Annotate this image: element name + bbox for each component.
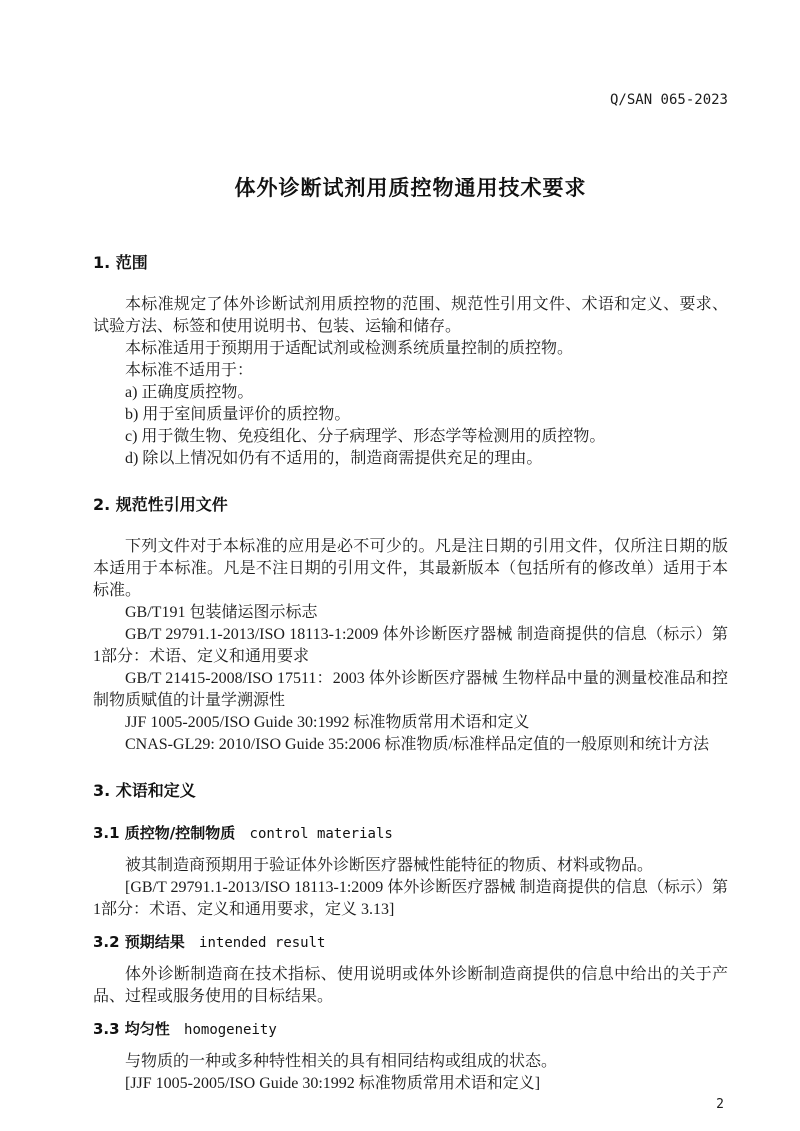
subsection-heading-en: control materials [249, 826, 393, 842]
subsection-heading-zh: 3.1 质控物/控制物质 [93, 824, 236, 842]
subsection-heading-zh: 3.2 预期结果 [93, 933, 185, 951]
definition-source: [GB/T 29791.1-2013/ISO 18113-1:2009 体外诊断医疗器械 制造商提供的信息（标示）第1部分：术语、定义和通用要求，定义 3.13] [93, 879, 728, 918]
list-item-a: a) 正确度质控物。 [125, 384, 254, 401]
section-1-heading: 1. 范围 [93, 253, 148, 272]
subsection-3-3-heading [93, 1018, 728, 1041]
definition-text: 被其制造商预期用于验证体外诊断医疗器械性能特征的物质、材料或物品。 [125, 857, 654, 874]
list-item-d: d) 除以上情况如仍有不适用的，制造商需提供充足的理由。 [125, 450, 543, 467]
document-title: 体外诊断试剂用质控物通用技术要求 [234, 176, 587, 200]
paragraph: 本标准规定了体外诊断试剂用质控物的范围、规范性引用文件、术语和定义、要求、试验方法、标签和使用说明书、包装、运输和储存。 [93, 296, 728, 335]
reference-item: CNAS-GL29: 2010/ISO Guide 35:2006 标准物质/标准样品定值的一般原则和统计方法 [125, 736, 710, 753]
page-number: 2 [716, 1097, 724, 1112]
subsection-3-1-heading [93, 822, 728, 845]
list-item-c: c) 用于微生物、免疫组化、分子病理学、形态学等检测用的质控物。 [125, 428, 606, 445]
definition-source: [JJF 1005-2005/ISO Guide 30:1992 标准物质常用术语和定义] [125, 1075, 541, 1092]
document-number: Q/SAN 065-2023 [609, 92, 728, 108]
subsection-heading-zh: 3.3 均匀性 [93, 1020, 170, 1038]
list-item-b: b) 用于室间质量评价的质控物。 [125, 406, 351, 423]
subsection-3-2-heading [93, 931, 728, 954]
reference-item: GB/T 29791.1-2013/ISO 18113-1:2009 体外诊断医疗器械 制造商提供的信息（标示）第1部分：术语、定义和通用要求 [93, 626, 728, 665]
paragraph: 本标准适用于预期用于适配试剂或检测系统质量控制的质控物。 [125, 340, 574, 357]
paragraph: 下列文件对于本标准的应用是必不可少的。凡是注日期的引用文件，仅所注日期的版本适用于本标准。凡是不注日期的引用文件，其最新版本（包括所有的修改单）适用于本标准。 [93, 538, 728, 599]
subsection-heading-en: homogeneity [184, 1022, 277, 1038]
section-2-heading: 2. 规范性引用文件 [93, 495, 228, 514]
section-3-heading: 3. 术语和定义 [93, 781, 196, 800]
reference-item: GB/T 21415-2008/ISO 17511：2003 体外诊断医疗器械 生物样品中量的测量校准品和控制物质赋值的计量学溯源性 [93, 670, 728, 709]
reference-item: GB/T191 包装储运图示标志 [125, 604, 318, 621]
document-content [0, 90, 800, 1095]
definition-text: 体外诊断制造商在技术指标、使用说明或体外诊断制造商提供的信息中给出的关于产品、过程或服务使用的目标结果。 [93, 966, 728, 1005]
subsection-heading-en: intended result [199, 935, 326, 951]
definition-text: 与物质的一种或多种特性相关的具有相同结构或组成的状态。 [125, 1053, 558, 1070]
reference-item: JJF 1005-2005/ISO Guide 30:1992 标准物质常用术语和定义 [125, 714, 530, 731]
paragraph: 本标准不适用于： [125, 362, 254, 379]
